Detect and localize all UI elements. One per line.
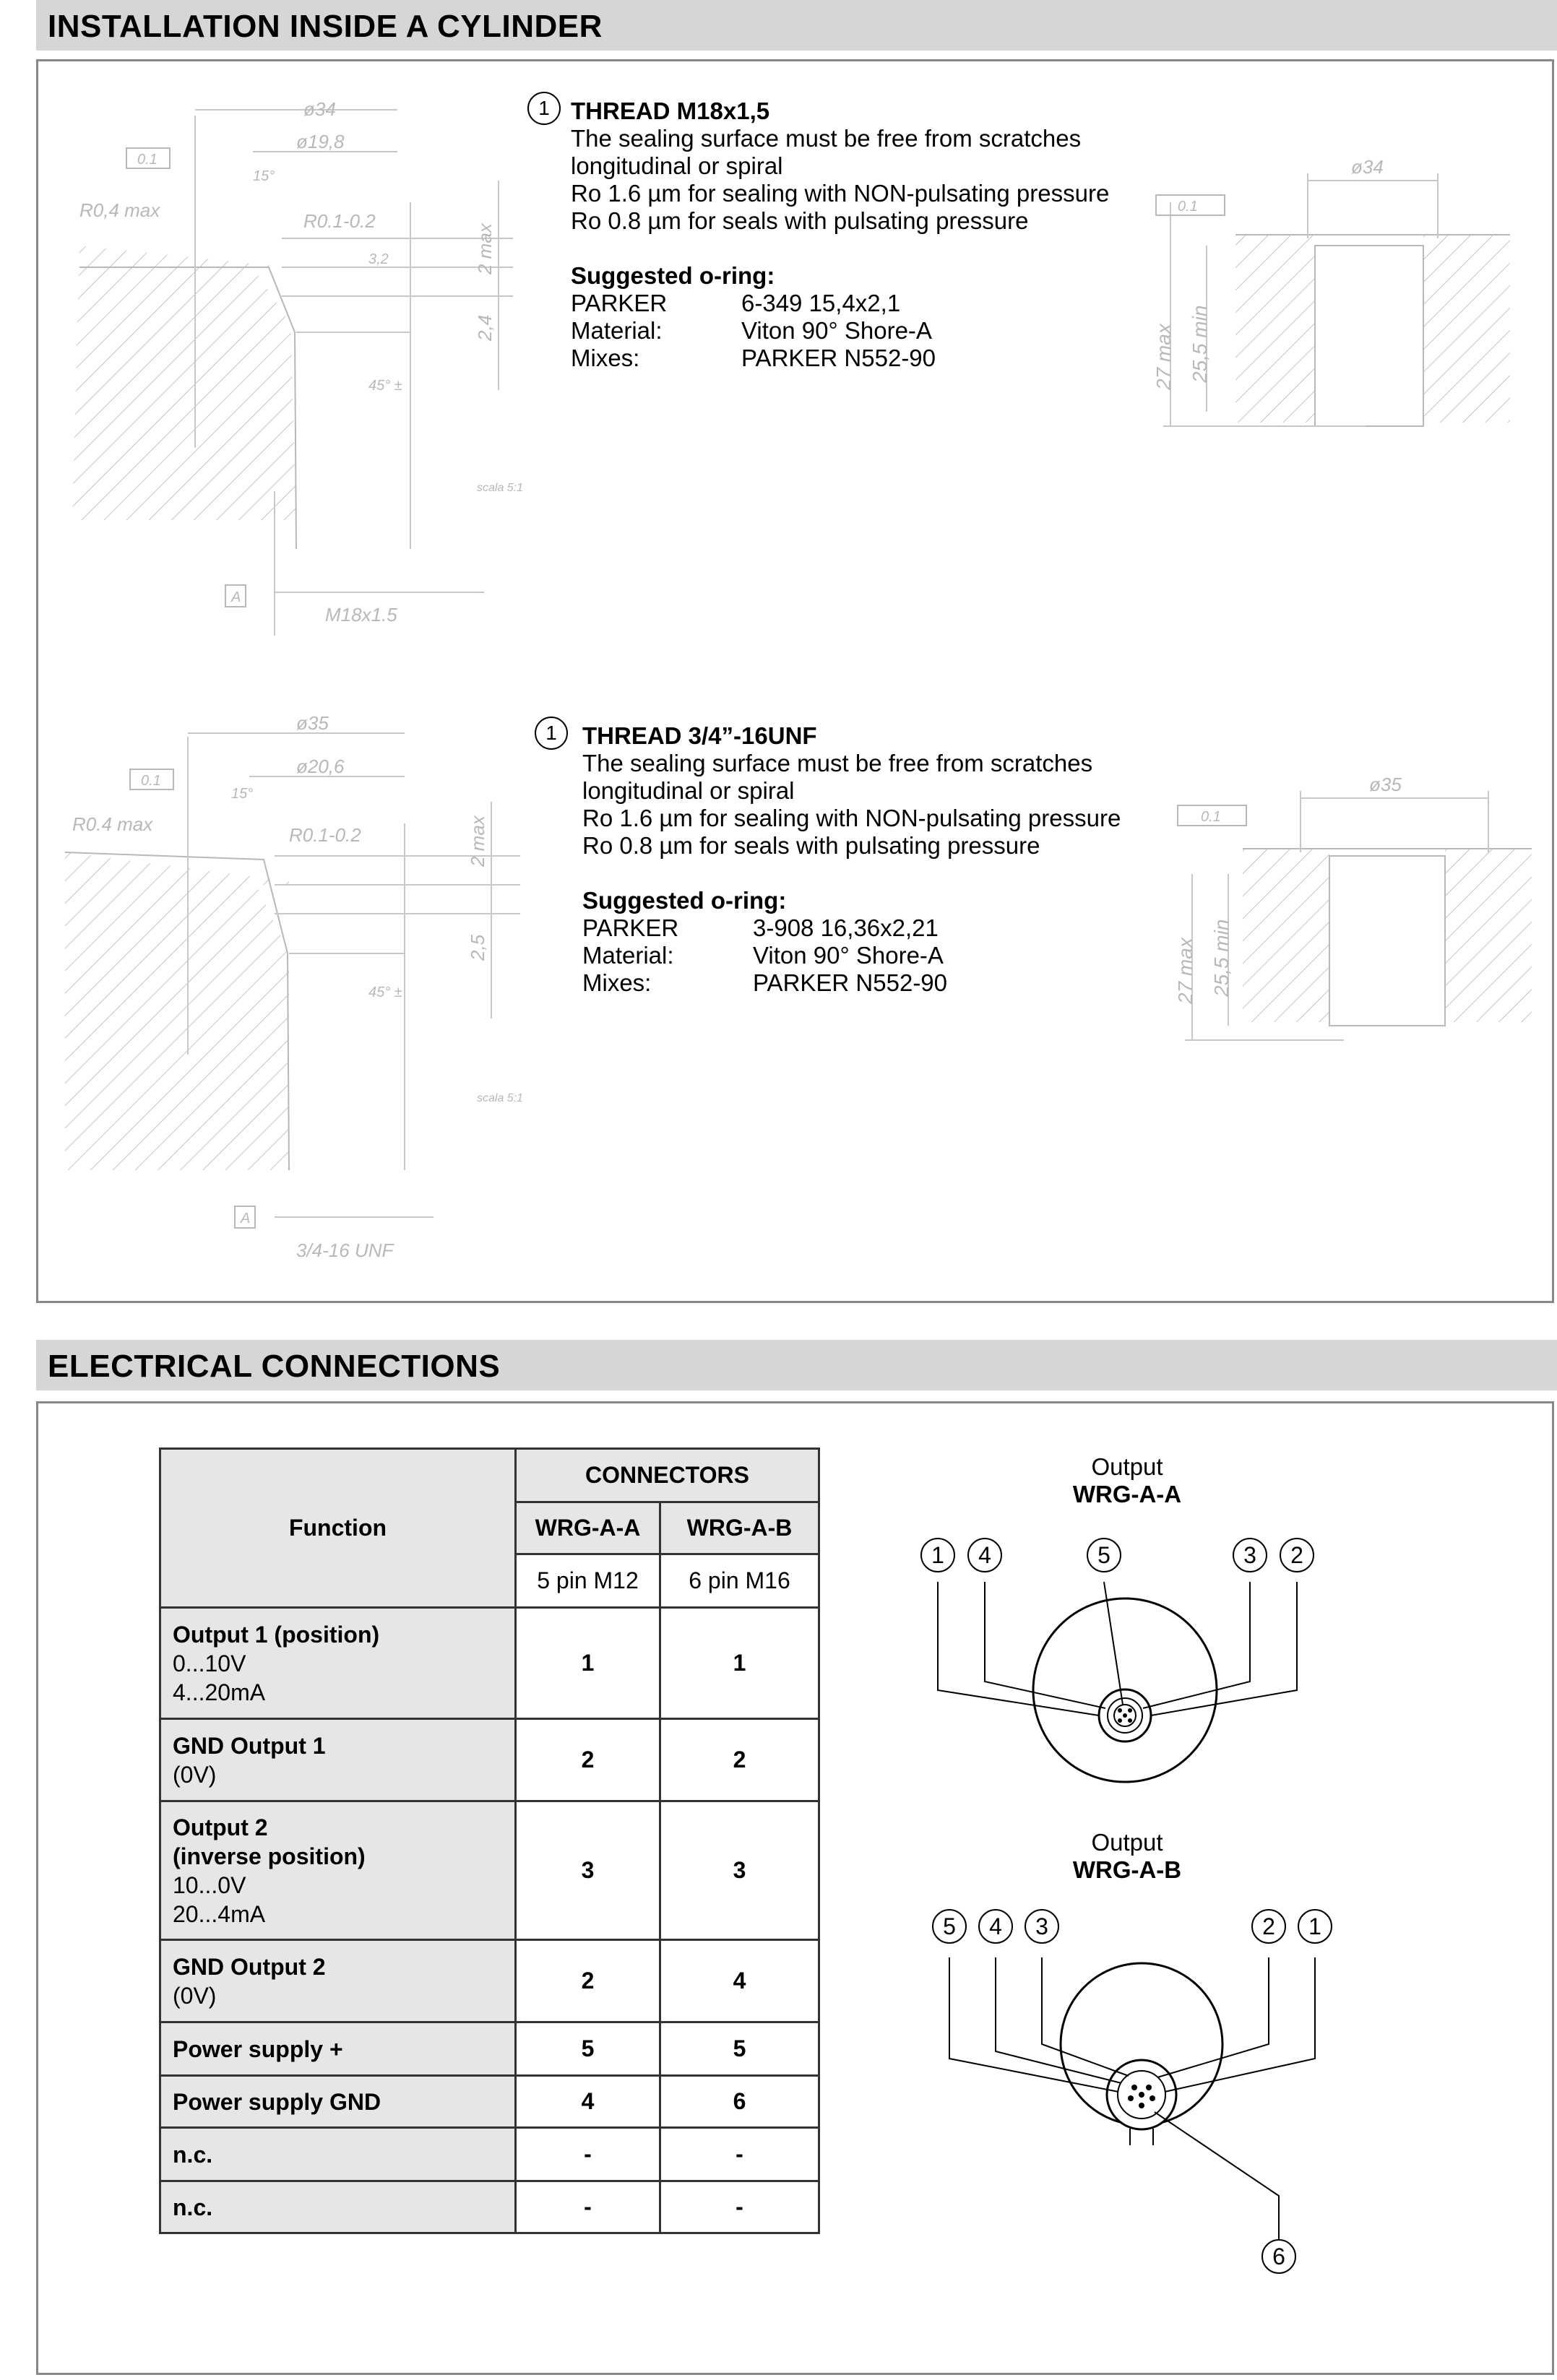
thread-unf-line-1: The sealing surface must be free from scratches [582, 750, 1093, 776]
connector-a-diagram [918, 1553, 1322, 1791]
connector-a-pin: 3 [1233, 1538, 1267, 1572]
table-row [160, 2181, 819, 2233]
connector-b-pin: 3 [1025, 1909, 1059, 1944]
thread-m18-oring-title: Suggested o-ring: [571, 262, 775, 289]
electrical-section-header [36, 1340, 1557, 1390]
thread-m18-line-4: Ro 0.8 µm for seals with pulsating pressure [571, 207, 1029, 234]
pin-b: - [660, 2181, 819, 2233]
col-b-header: WRG-A-B [660, 1502, 819, 1554]
unf-dim-radius-max: R0.4 max [72, 813, 153, 835]
row-label: Power supply + [173, 2035, 343, 2062]
row-label: Power supply GND [173, 2088, 381, 2115]
row-label: GND Output 2 [173, 1953, 326, 1980]
col-a-header: WRG-A-A [516, 1502, 660, 1554]
unf-dim-angle: 15° [231, 786, 254, 802]
oring-mixes-value: PARKER N552-90 [741, 345, 936, 371]
oring-parker-key: PARKER [571, 290, 668, 316]
connectors-header: CONNECTORS [516, 1449, 819, 1502]
dim-angle: 15° [253, 168, 275, 184]
row-label-2: (inverse position) [173, 1843, 366, 1869]
pin-a: 4 [516, 2076, 660, 2128]
function-header: Function [160, 1449, 516, 1608]
thread-unf-oring-title: Suggested o-ring: [582, 887, 787, 914]
table-row [160, 1608, 819, 1719]
connector-b-pin: 2 [1251, 1909, 1286, 1944]
col-b-subheader: 6 pin M16 [660, 1554, 819, 1608]
thread-m18-line-1: The sealing surface must be free from scratches [571, 125, 1082, 152]
thread-m18-marker: 1 [527, 92, 561, 125]
thread-m18-title: THREAD M18x1,5 [571, 98, 770, 124]
thread-unf-line-2: longitudinal or spiral [582, 777, 795, 804]
thread-unf-notes [535, 722, 1121, 997]
dim-d-outer: ø34 [303, 98, 336, 120]
unf-dim-d-outer: ø35 [296, 712, 329, 734]
unf-dim-radius-range: R0.1-0.2 [289, 824, 361, 846]
pin-b: - [660, 2128, 819, 2181]
connector-b-pin: 5 [932, 1909, 967, 1944]
dim-roughness: 3,2 [368, 251, 389, 267]
pin-b: 4 [660, 1940, 819, 2022]
unf-dim-height: 2,5 [467, 934, 488, 961]
side-dim-height-max: 27 max [1152, 324, 1175, 390]
dim-d-inner: ø19,8 [296, 131, 345, 152]
pin-a: 1 [516, 1608, 660, 1719]
pin-a: - [516, 2128, 660, 2181]
side-dim-diameter: ø34 [1351, 156, 1384, 178]
connector-a-name: WRG-A-A [1072, 1481, 1182, 1507]
unf-dim-thread: 3/4-16 UNF [296, 1239, 394, 1261]
unf-oring-material-value: Viton 90° Shore-A [753, 942, 944, 969]
oring-parker-value: 6-349 15,4x2,1 [741, 290, 901, 316]
row-label: n.c. [173, 2194, 213, 2220]
unf-oring-mixes-value: PARKER N552-90 [753, 969, 948, 996]
dim-radius-max: R0,4 max [79, 199, 160, 221]
connector-a-label [1012, 1453, 1243, 1508]
row-label: Output 1 (position) [173, 1621, 380, 1648]
pin-a: 3 [516, 1801, 660, 1940]
thread-unf-line-3: Ro 1.6 µm for sealing with NON-pulsating pressure [582, 805, 1121, 831]
row-detail: (0V) [173, 1761, 217, 1788]
connector-b-name: WRG-A-B [1072, 1856, 1182, 1883]
unf-dim-tolerance: 0.1 [141, 773, 161, 789]
pin-a: 2 [516, 1719, 660, 1801]
connector-a-pin: 2 [1280, 1538, 1314, 1572]
unf-side-dim-height-min: 25,5 min [1210, 919, 1233, 997]
electrical-title: ELECTRICAL CONNECTIONS [48, 1349, 501, 1384]
connector-a-pin: 5 [1087, 1538, 1121, 1572]
unf-oring-parker-value: 3-908 16,36x2,21 [753, 914, 939, 941]
table-row [160, 2076, 819, 2128]
connector-a-label-top: Output [1091, 1453, 1163, 1480]
thread-unf-marker: 1 [535, 717, 568, 750]
dim-depth: 2 max [474, 223, 496, 274]
dim-height: 2,4 [474, 314, 496, 341]
pin-b: 6 [660, 2076, 819, 2128]
row-label: n.c. [173, 2141, 213, 2168]
unf-oring-mixes-key: Mixes: [582, 969, 652, 996]
pin-a: - [516, 2181, 660, 2233]
row-detail: 10...0V [173, 1871, 246, 1898]
unf-dim-depth: 2 max [467, 815, 488, 867]
col-a-subheader: 5 pin M12 [516, 1554, 660, 1608]
unf-dim-datum: A [241, 1211, 251, 1226]
unf-side-dim-diameter: ø35 [1369, 774, 1402, 795]
row-detail: 0...10V [173, 1650, 246, 1676]
oring-material-value: Viton 90° Shore-A [741, 317, 932, 344]
oring-mixes-key: Mixes: [571, 345, 640, 371]
connector-b-label-top: Output [1091, 1829, 1163, 1856]
connector-a-pin: 4 [967, 1538, 1002, 1572]
connector-b-label [1012, 1829, 1243, 1884]
pin-b: 3 [660, 1801, 819, 1940]
row-label: Output 2 [173, 1814, 268, 1840]
unf-oring-parker-key: PARKER [582, 914, 679, 941]
dim-radius-range: R0.1-0.2 [303, 210, 376, 232]
dim-thread: M18x1.5 [325, 604, 397, 626]
thread-unf-title: THREAD 3/4”-16UNF [582, 722, 817, 749]
table-row [160, 1801, 819, 1940]
table-row [160, 2022, 819, 2076]
dim-datum: A [231, 589, 241, 605]
connector-a-pin: 1 [920, 1538, 955, 1572]
row-detail: (0V) [173, 1982, 217, 2009]
dim-angle-45: 45° ± [368, 378, 402, 394]
installation-title: INSTALLATION INSIDE A CYLINDER [48, 9, 603, 44]
side-dim-height-min: 25,5 min [1189, 305, 1211, 383]
connector-b-pin: 6 [1261, 2239, 1296, 2274]
thread-m18-notes [527, 98, 1109, 372]
unf-oring-material-key: Material: [582, 942, 674, 969]
thread-m18-line-2: longitudinal or spiral [571, 152, 783, 179]
connector-b-pin: 4 [978, 1909, 1013, 1944]
pin-b: 1 [660, 1608, 819, 1719]
table-row [160, 1940, 819, 2022]
unf-dim-angle-45: 45° ± [368, 985, 402, 1000]
unf-side-dim-height-max: 27 max [1174, 938, 1196, 1004]
row-detail: 4...20mA [173, 1679, 266, 1705]
thread-unf-side-drawing [1170, 766, 1539, 1069]
unf-drawing-scale: scala 5:1 [477, 1092, 524, 1104]
row-detail: 20...4mA [173, 1900, 266, 1927]
pin-b: 5 [660, 2022, 819, 2076]
dim-tolerance: 0.1 [137, 152, 158, 168]
oring-material-key: Material: [571, 317, 663, 344]
connections-table [159, 1448, 820, 2234]
connector-b-pin: 1 [1298, 1909, 1332, 1944]
connector-b-diagram [932, 1929, 1322, 2268]
unf-side-dim-tolerance: 0.1 [1201, 809, 1221, 825]
thread-m18-section-drawing [65, 87, 524, 643]
table-row [160, 1719, 819, 1801]
row-label: GND Output 1 [173, 1732, 326, 1759]
thread-unf-section-drawing [58, 708, 524, 1271]
pin-a: 5 [516, 2022, 660, 2076]
unf-dim-d-inner: ø20,6 [296, 756, 345, 777]
pin-b: 2 [660, 1719, 819, 1801]
side-dim-tolerance: 0.1 [1178, 199, 1198, 215]
drawing-scale: scala 5:1 [477, 482, 524, 494]
thread-unf-line-4: Ro 0.8 µm for seals with pulsating pressure [582, 832, 1040, 859]
thread-m18-line-3: Ro 1.6 µm for sealing with NON-pulsating pressure [571, 180, 1110, 207]
pin-a: 2 [516, 1940, 660, 2022]
table-row [160, 2128, 819, 2181]
thread-m18-side-drawing [1149, 152, 1517, 455]
installation-section-header [36, 0, 1557, 51]
